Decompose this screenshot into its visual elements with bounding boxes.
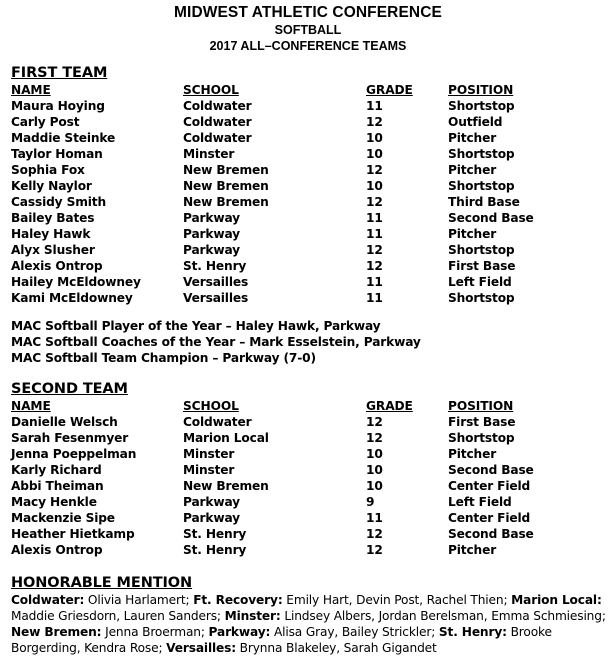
award-line: MAC Softball Team Champion – Parkway (7-0) bbox=[11, 351, 316, 365]
table-row bbox=[11, 290, 611, 306]
player-school: Parkway bbox=[183, 243, 240, 257]
player-position: Second Base bbox=[448, 463, 534, 477]
conference-title: MIDWEST ATHLETIC CONFERENCE bbox=[174, 4, 442, 21]
table-row bbox=[11, 226, 611, 242]
player-grade: 12 bbox=[366, 527, 383, 541]
column-header-school: SCHOOL bbox=[183, 399, 239, 413]
player-name: Jenna Poeppelman bbox=[11, 447, 137, 461]
sport-title: SOFTBALL bbox=[274, 23, 342, 37]
table-row bbox=[11, 414, 611, 430]
column-header-school: SCHOOL bbox=[183, 83, 239, 97]
player-name: Sarah Fesenmyer bbox=[11, 431, 129, 445]
document-subtitle: 2017 ALL–CONFERENCE TEAMS bbox=[209, 39, 407, 53]
hm-school-label: Ft. Recovery: bbox=[193, 593, 283, 607]
player-grade: 11 bbox=[366, 211, 383, 225]
player-name: Karly Richard bbox=[11, 463, 102, 477]
player-school: Versailles bbox=[183, 291, 249, 305]
hm-school-label: St. Henry: bbox=[438, 625, 507, 639]
player-position: Shortstop bbox=[448, 431, 515, 445]
player-grade: 10 bbox=[366, 463, 383, 477]
player-name: Alyx Slusher bbox=[11, 243, 95, 257]
hm-players: Lindsey Albers, Jordan Berelsman, Emma Schmiesing; bbox=[284, 609, 606, 623]
hm-players: Maddie Griesdorn, Lauren Sanders; bbox=[11, 609, 221, 623]
honorable-mention-body bbox=[11, 592, 612, 656]
table-row bbox=[11, 178, 611, 194]
column-header-name: NAME bbox=[11, 83, 51, 97]
player-grade: 10 bbox=[366, 479, 383, 493]
player-school: Minster bbox=[183, 147, 235, 161]
column-header-grade: GRADE bbox=[366, 83, 413, 97]
player-school: New Bremen bbox=[183, 195, 269, 209]
award-line: MAC Softball Player of the Year – Haley Hawk, Parkway bbox=[11, 319, 381, 333]
player-school: New Bremen bbox=[183, 179, 269, 193]
table-header-row bbox=[11, 398, 611, 414]
player-name: Kami McEldowney bbox=[11, 291, 133, 305]
table-row bbox=[11, 258, 611, 274]
table-row bbox=[11, 274, 611, 290]
player-school: Minster bbox=[183, 447, 235, 461]
table-row bbox=[11, 462, 611, 478]
player-position: Left Field bbox=[448, 275, 512, 289]
player-school: St. Henry bbox=[183, 527, 247, 541]
table-row bbox=[11, 526, 611, 542]
player-name: Carly Post bbox=[11, 115, 80, 129]
table-row bbox=[11, 194, 611, 210]
table-row bbox=[11, 542, 611, 558]
hm-school-label: Versailles: bbox=[166, 641, 236, 655]
player-name: Cassidy Smith bbox=[11, 195, 106, 209]
player-position: Pitcher bbox=[448, 163, 497, 177]
table-row bbox=[11, 114, 611, 130]
player-grade: 10 bbox=[366, 131, 383, 145]
player-position: Shortstop bbox=[448, 147, 515, 161]
hm-players: Brynna Blakeley, Sarah Gigandet bbox=[239, 641, 437, 655]
player-position: Shortstop bbox=[448, 291, 515, 305]
player-school: Parkway bbox=[183, 227, 240, 241]
first-team-heading: FIRST TEAM bbox=[11, 65, 108, 81]
table-row bbox=[11, 510, 611, 526]
first-team-section bbox=[0, 62, 616, 306]
table-header-row bbox=[11, 82, 611, 98]
player-name: Heather Hietkamp bbox=[11, 527, 135, 541]
award-line: MAC Softball Coaches of the Year – Mark Esselstein, Parkway bbox=[11, 335, 421, 349]
player-grade: 11 bbox=[366, 291, 383, 305]
player-position: Shortstop bbox=[448, 99, 515, 113]
player-school: Coldwater bbox=[183, 415, 252, 429]
column-header-position: POSITION bbox=[448, 83, 514, 97]
player-name: Sophia Fox bbox=[11, 163, 85, 177]
second-team-table bbox=[11, 398, 611, 558]
hm-school-label: Parkway: bbox=[208, 625, 271, 639]
player-school: Parkway bbox=[183, 211, 240, 225]
table-row bbox=[11, 494, 611, 510]
first-team-table bbox=[11, 82, 611, 306]
player-school: Parkway bbox=[183, 511, 240, 525]
player-name: Maddie Steinke bbox=[11, 131, 116, 145]
second-team-heading: SECOND TEAM bbox=[11, 381, 128, 397]
hm-players: Olivia Harlamert; bbox=[87, 593, 190, 607]
player-position: Center Field bbox=[448, 511, 531, 525]
player-position: Center Field bbox=[448, 479, 531, 493]
player-grade: 10 bbox=[366, 147, 383, 161]
honorable-mention-section bbox=[0, 572, 616, 656]
column-header-position: POSITION bbox=[448, 399, 514, 413]
player-grade: 11 bbox=[366, 275, 383, 289]
hm-players: Alisa Gray, Bailey Strickler; bbox=[273, 625, 436, 639]
table-row bbox=[11, 446, 611, 462]
player-position: Left Field bbox=[448, 495, 512, 509]
player-school: Versailles bbox=[183, 275, 249, 289]
player-name: Bailey Bates bbox=[11, 211, 95, 225]
table-row bbox=[11, 146, 611, 162]
hm-school-label: Coldwater: bbox=[11, 593, 85, 607]
column-header-grade: GRADE bbox=[366, 399, 413, 413]
player-name: Haley Hawk bbox=[11, 227, 91, 241]
player-grade: 9 bbox=[366, 495, 375, 509]
player-name: Abbi Theiman bbox=[11, 479, 104, 493]
player-grade: 12 bbox=[366, 415, 383, 429]
player-position: Third Base bbox=[448, 195, 520, 209]
masthead bbox=[0, 0, 616, 54]
player-position: Pitcher bbox=[448, 447, 497, 461]
player-name: Alexis Ontrop bbox=[11, 259, 103, 273]
awards-block bbox=[11, 318, 616, 366]
player-grade: 12 bbox=[366, 431, 383, 445]
player-name: Kelly Naylor bbox=[11, 179, 92, 193]
hm-school-label: New Bremen: bbox=[11, 625, 102, 639]
honorable-mention-heading: HONORABLE MENTION bbox=[11, 575, 193, 591]
table-row bbox=[11, 130, 611, 146]
hm-school-label: Minster: bbox=[224, 609, 281, 623]
hm-school-label: Marion Local: bbox=[511, 593, 602, 607]
player-school: New Bremen bbox=[183, 479, 269, 493]
player-position: First Base bbox=[448, 415, 516, 429]
player-school: St. Henry bbox=[183, 259, 247, 273]
second-team-section bbox=[0, 378, 616, 558]
player-grade: 10 bbox=[366, 447, 383, 461]
player-position: Second Base bbox=[448, 211, 534, 225]
table-row bbox=[11, 430, 611, 446]
player-school: Parkway bbox=[183, 495, 240, 509]
player-school: Marion Local bbox=[183, 431, 269, 445]
player-grade: 12 bbox=[366, 543, 383, 557]
player-name: Macy Henkle bbox=[11, 495, 97, 509]
player-grade: 10 bbox=[366, 179, 383, 193]
player-position: First Base bbox=[448, 259, 516, 273]
player-position: Pitcher bbox=[448, 131, 497, 145]
player-position: Pitcher bbox=[448, 543, 497, 557]
table-row bbox=[11, 242, 611, 258]
player-grade: 12 bbox=[366, 243, 383, 257]
player-grade: 12 bbox=[366, 163, 383, 177]
player-grade: 11 bbox=[366, 511, 383, 525]
hm-players: Emily Hart, Devin Post, Rachel Thien; bbox=[286, 593, 508, 607]
player-grade: 12 bbox=[366, 259, 383, 273]
player-grade: 12 bbox=[366, 195, 383, 209]
player-school: Coldwater bbox=[183, 115, 252, 129]
player-position: Shortstop bbox=[448, 179, 515, 193]
player-school: Coldwater bbox=[183, 99, 252, 113]
player-name: Danielle Welsch bbox=[11, 415, 118, 429]
table-row bbox=[11, 478, 611, 494]
player-name: Alexis Ontrop bbox=[11, 543, 103, 557]
player-grade: 12 bbox=[366, 115, 383, 129]
player-name: Hailey McEldowney bbox=[11, 275, 141, 289]
player-name: Maura Hoying bbox=[11, 99, 105, 113]
table-row bbox=[11, 162, 611, 178]
player-position: Second Base bbox=[448, 527, 534, 541]
player-name: Taylor Homan bbox=[11, 147, 103, 161]
player-grade: 11 bbox=[366, 227, 383, 241]
player-grade: 11 bbox=[366, 99, 383, 113]
column-header-name: NAME bbox=[11, 399, 51, 413]
player-position: Shortstop bbox=[448, 243, 515, 257]
player-position: Outfield bbox=[448, 115, 503, 129]
table-row bbox=[11, 98, 611, 114]
hm-players: Jenna Broerman; bbox=[105, 625, 205, 639]
player-name: Mackenzie Sipe bbox=[11, 511, 115, 525]
player-position: Pitcher bbox=[448, 227, 497, 241]
player-school: Coldwater bbox=[183, 131, 252, 145]
player-school: Minster bbox=[183, 463, 235, 477]
hm-players: Brooke Borgerding, Kendra Rose; bbox=[11, 625, 552, 655]
table-row bbox=[11, 210, 611, 226]
player-school: New Bremen bbox=[183, 163, 269, 177]
player-school: St. Henry bbox=[183, 543, 247, 557]
